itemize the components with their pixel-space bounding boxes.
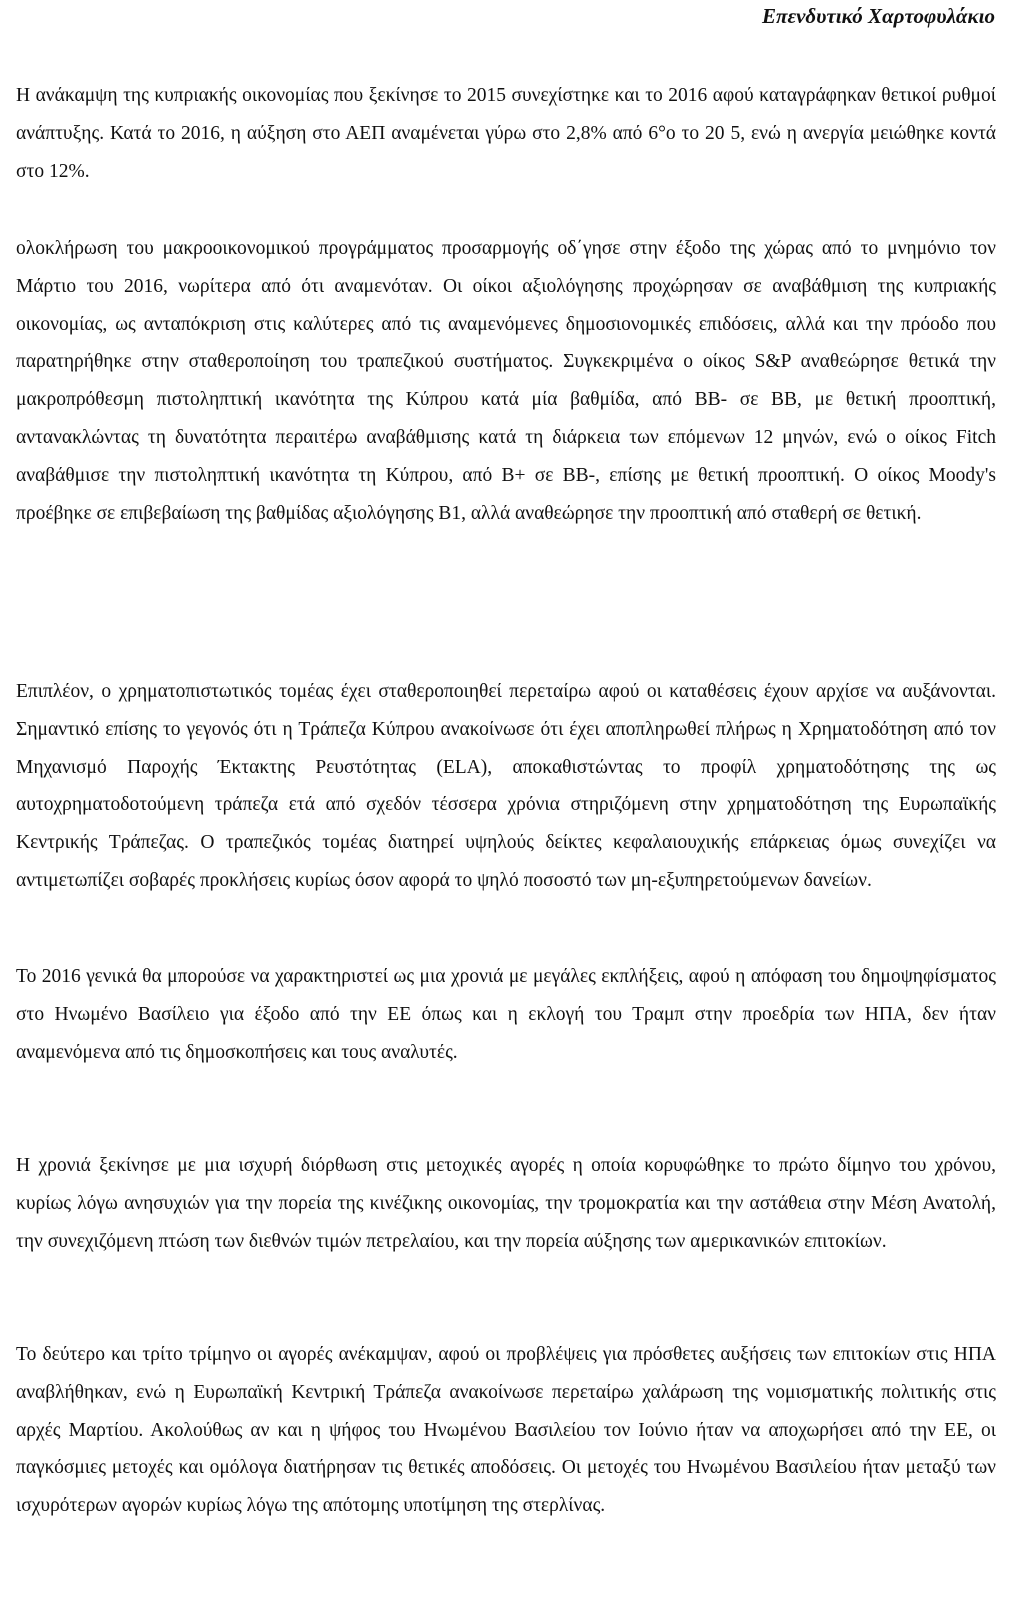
- paragraph-year-surprises: Το 2016 γενικά θα μπορούσε να χαρακτηριστεί ως μια χρονιά με μεγάλες εκπλήξεις, αφού η απόφαση του δημοψηφίσματος στο Ηνωμένο Βασίλειο για έξοδο από την ΕΕ όπως και η εκλογή του Τραμπ στην προεδρία των ΗΠΑ, δεν ήταν αναμενόμενα από τις δημοσκοπήσεις και τους αναλυτές.: [16, 966, 996, 1063]
- paragraph-market-correction: Η χρονιά ξεκίνησε με μια ισχυρή διόρθωση στις μετοχικές αγορές η οποία κορυφώθηκε το πρώτο δίμηνο του χρόνου, κυρίως λόγω ανησυχιών για την πορεία της κινέζικης οικονομίας, την τρομοκρατία και την αστάθεια στην Μέση Ανατολή, την συνεχιζόμενη πτώση των διεθνών τιμών πετρελαίου, και την πορεία αύξησης των αμερικανικών επιτοκίων.: [16, 1155, 996, 1252]
- paragraph-credit-ratings: ολοκλήρωση του μακροοικονομικού προγράμματος προσαρμογής οδ΄γησε στην έξοδο της χώρας από το μνημόνιο τον Μάρτιο του 2016, νωρίτερα από ότι αναμενόταν. Οι οίκοι αξιολόγησης προχώρησαν σε αναβάθμιση της κυπριακής οικονομίας, ως ανταπόκριση στις καλύτερες από τις αναμενόμενες δημοσιονομικές επιδόσεις, αλλά και την πρόοδο που παρατηρήθηκε στην σταθεροποίηση του τραπεζικού συστήματος. Συγκεκριμένα ο οίκος S&P αναθεώρησε θετικά την μακροπρόθεσμη πιστοληπτική ικανότητα της Κύπρου κατά μία βαθμίδα, από BB- σε BB, με θετική προοπτική, αντανακλώντας τη δυνατότητα περαιτέρω αναβάθμισης κατά τη διάρκεια των επόμενων 12 μηνών, ενώ ο οίκος Fitch αναβάθμισε την πιστοληπτική ικανότητα τη Κύπρου, από B+ σε BB-, επίσης με θετική προοπτική. Ο οίκος Moody's προέβηκε σε επιβεβαίωση της βαθμίδας αξιολόγησης B1, αλλά αναθεώρησε την προοπτική από σταθερή σε θετική.: [16, 238, 996, 524]
- paragraph-financial-sector: Επιπλέον, ο χρηματοπιστωτικός τομέας έχει σταθεροποιηθεί περεταίρω αφού οι καταθέσεις έχουν αρχίσε να αυξάνονται. Σημαντικό επίσης το γεγονός ότι η Τράπεζα Κύπρου ανακοίνωσε ότι έχει αποπληρωθεί πλήρως η Χρηματοδότηση από τον Μηχανισμό Παροχής Έκτακτης Ρευστότητας (ELA), αποκαθιστώντας το προφίλ χρηματοδότησης της ως αυτοχρηματοδοτούμενη τράπεζα ετά από σχεδόν τέσσερα χρόνια στηριζόμενη στην χρηματοδότηση της Ευρωπαϊκής Κεντρικής Τράπεζας. Ο τραπεζικός τομέας διατηρεί υψηλούς δείκτες κεφαλαιουχικής επάρκειας όμως συνεχίζει να αντιμετωπίζει σοβαρές προκλήσεις κυρίως όσον αφορά το ψηλό ποσοστό των μη-εξυπηρετούμενων δανείων.: [16, 681, 996, 891]
- page-header: Επενδυτικό Χαρτοφυλάκιο: [761, 4, 995, 28]
- paragraph-economic-recovery: Η ανάκαμψη της κυπριακής οικονομίας που ξεκίνησε το 2015 συνεχίστηκε και το 2016 αφού καταγράφηκαν θετικοί ρυθμοί ανάπτυξης. Κατά το 2016, η αύξηση στο ΑΕΠ αναμένεται γύρω στο 2,8% από 6°o το 20 5, ενώ η ανεργία μειώθηκε κοντά στο 12%.: [16, 85, 996, 182]
- paragraph-market-recovery: Το δεύτερο και τρίτο τρίμηνο οι αγορές ανέκαμψαν, αφού οι προβλέψεις για πρόσθετες αυξήσεις των επιτοκίων στις ΗΠΑ αναβλήθηκαν, ενώ η Ευρωπαϊκή Κεντρική Τράπεζα ανακοίνωσε περεταίρω χαλάρωση της νομισματικής πολιτικής στις αρχές Μαρτίου. Ακολούθως αν και η ψήφος του Ηνωμένου Βασιλείου τον Ιούνιο ήταν να αποχωρήσει από την ΕΕ, οι παγκόσμιες μετοχές και ομόλογα διατήρησαν τις θετικές αποδόσεις. Οι μετοχές του Ηνωμένου Βασιλείου ήταν μεταξύ των ισχυρότερων αγορών κυρίως λόγω της απότομης υποτίμηση της στερλίνας.: [16, 1344, 996, 1517]
